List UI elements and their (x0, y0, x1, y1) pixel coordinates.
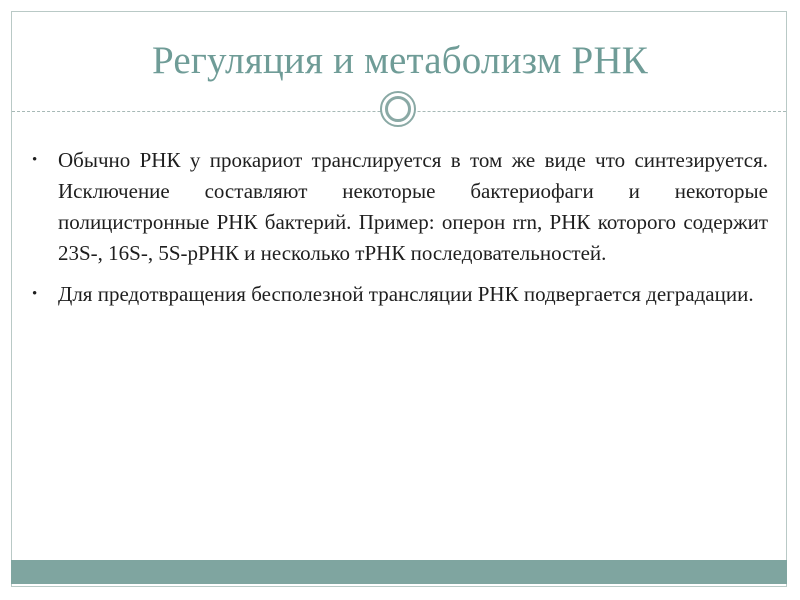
double-ring-ornament-icon (380, 91, 416, 127)
bullet-text: Для предотвращения бесполезной трансляции РНК подвергается деградации. (58, 282, 754, 306)
bullet-icon: • (32, 152, 38, 168)
bullet-text: Обычно РНК у прокариот транслируется в том же виде что синтезируется. Исключение составляют некоторые бактериофаги и некоторые полицистронные РНК бактерий. Пример: оперон rrn, РНК которого содержит 23S-, 16S-, 5S-рРНК и несколько тРНК последовательностей. (58, 148, 768, 265)
bullet-list (30, 145, 768, 320)
ornament-inner-ring (385, 96, 411, 122)
list-item (30, 279, 768, 310)
bottom-accent-bar (11, 560, 787, 584)
slide-title: Регуляция и метаболизм РНК (151, 39, 649, 82)
bullet-icon: • (32, 286, 38, 302)
list-item (30, 145, 768, 269)
